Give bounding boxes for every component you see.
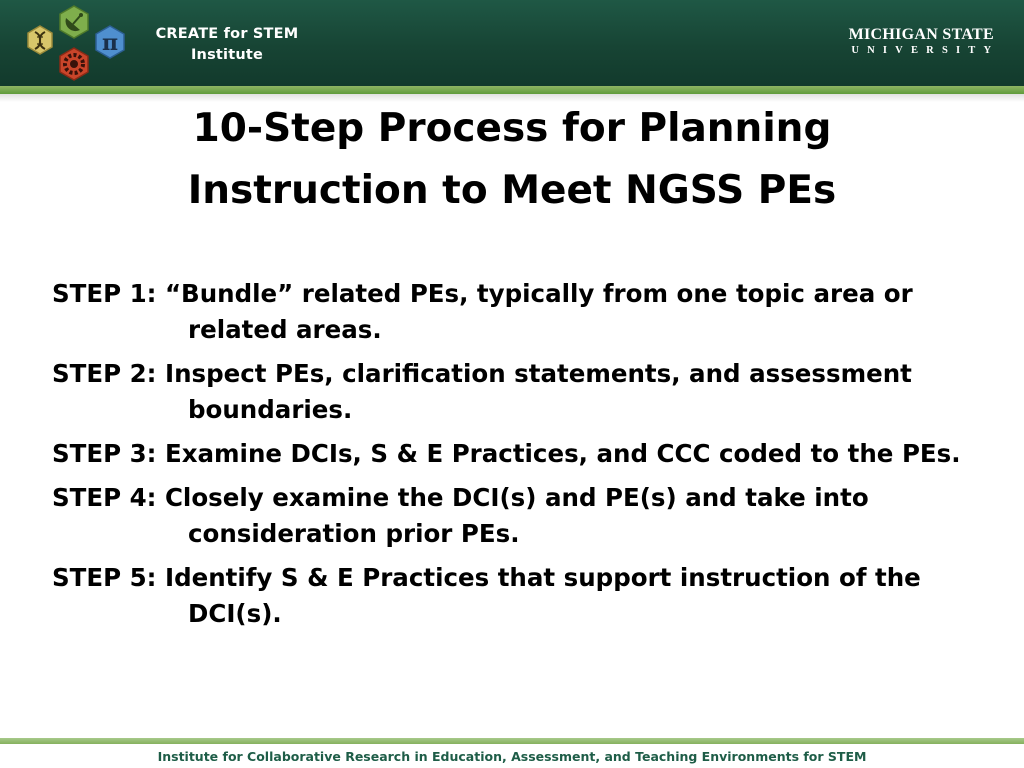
- dna-icon: [28, 26, 52, 54]
- step-item: STEP 2: Inspect PEs, clarification statements, and assessment boundaries.: [52, 359, 912, 424]
- create-for-stem-logo: [14, 4, 136, 84]
- gear-icon: [60, 48, 88, 80]
- brand-line-2: Institute: [190, 47, 264, 63]
- footer-text: Institute for Collaborative Research in Education, Assessment, and Teaching Environments for STEM: [157, 749, 867, 764]
- pi-icon: [96, 26, 124, 58]
- university-name-line-1: MICHIGAN STATE: [848, 26, 994, 43]
- step-item: STEP 5: Identify S & E Practices that support instruction of the DCI(s).: [52, 563, 921, 628]
- footer-divider: [0, 738, 1024, 744]
- steps-list: [52, 276, 987, 640]
- slide-title-line-2: Instruction to Meet NGSS PEs: [187, 168, 837, 213]
- university-name-line-2: UNIVERSITY: [851, 45, 1000, 56]
- step-item: STEP 1: “Bundle” related PEs, typically from one topic area or related areas.: [52, 279, 913, 344]
- slide-title-line-1: 10-Step Process for Planning: [192, 106, 832, 151]
- slide-title: [60, 98, 964, 222]
- brand-line-1: CREATE for STEM: [155, 26, 299, 42]
- pi-symbol: π: [101, 30, 119, 56]
- satellite-dish-icon: [60, 6, 88, 38]
- step-item: STEP 4: Closely examine the DCI(s) and PE(s) and take into consideration prior PEs.: [52, 483, 869, 548]
- brand-name: [142, 24, 312, 66]
- header-accent-stripe: [0, 86, 1024, 94]
- university-wordmark: [848, 26, 1000, 58]
- header-band: [0, 0, 1024, 86]
- step-item: STEP 3: Examine DCIs, S & E Practices, and CCC coded to the PEs.: [52, 439, 961, 468]
